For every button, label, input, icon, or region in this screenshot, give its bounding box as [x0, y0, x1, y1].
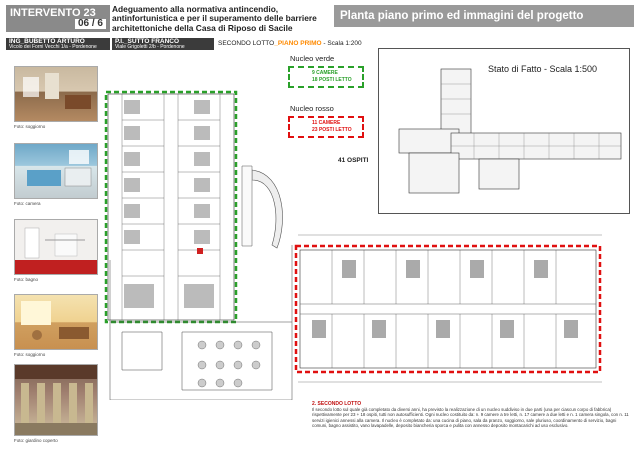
nucleo-rosso-camere: 11 CAMERE [312, 120, 341, 126]
lotto-prefix: SECONDO LOTTO [218, 40, 275, 47]
photo-camera [14, 143, 98, 199]
tower-verde [108, 94, 234, 320]
author-1-name: ING_BUBETTO ARTURO [9, 38, 85, 45]
author-2-name: P.I._SUTTO FRANCO [115, 38, 180, 45]
caption-5: Foto: giardino coperto [14, 438, 58, 443]
caption-4: Foto: soggiorno [14, 352, 46, 357]
lotto-highlight: _PIANO PRIMO [274, 40, 322, 47]
caption-3: Foto: bagno [14, 277, 39, 282]
caption-2: Foto: camera [14, 201, 41, 206]
photo-soggiorno-2 [14, 294, 98, 350]
wing-rosso [300, 250, 596, 368]
nucleo-verde-box [288, 66, 364, 88]
author-1-address: Vicolo dei Forni Vecchi 1/a - Pordenone [9, 44, 97, 50]
page-title: Planta piano primo ed immagini del progetto [334, 5, 634, 27]
author-1 [6, 38, 110, 50]
page-number: 06 / 6 [75, 19, 106, 29]
caption-1: Foto: soggiorno [14, 124, 46, 129]
intervento-badge [6, 5, 110, 32]
project-description: Adeguamento alla normativa antincendio, antinfortunistica e per il superamento delle barriere architettoniche della Casa di Riposo di Sacile [112, 4, 317, 33]
nucleo-rosso-posti: 23 POSTI LETTO [312, 127, 352, 133]
stato-di-fatto-title: Stato di Fatto - Scala 1:500 [488, 64, 598, 74]
lotto-scale: - Scala 1:200 [321, 40, 362, 47]
photo-soggiorno-1 [14, 66, 98, 122]
photo-bagno [14, 219, 98, 275]
nucleo-verde-camere: 9 CAMERE [312, 70, 338, 76]
author-2-address: Viale Grigoletti 2/b - Pordenone [115, 44, 185, 50]
lotto-title [218, 40, 362, 47]
ospiti-total: 41 OSPITI [338, 157, 369, 164]
notes-text: Il secondo lotto sul quale già completato da diversi anni, ha previsto la realizzazione di un nucleo suddiviso in due parti (una per ciascun corpo di fabbrica) rispettivamente per 23 + 18 ospiti, tutti non autosufficienti. Ogni nucleo costituito da: n. 9 camere a tre letti, n. 17 camere a due letti e n. 1 camera singola, con n. 11 servizi igienici annessi alla camera. Il nucleo è completato da: una cucina di piano, sala da pranzo, soggiorno, sale pluriuso, coordinamento di servizio, bagni comuni, bagno assistito, vano lavapadelle, deposito biancheria sporca e pulita con annesso deposito montacarichi ad uso esclusivo. [312, 407, 629, 428]
nucleo-verde-label: Nucleo verde [290, 54, 335, 63]
project-notes [312, 402, 632, 446]
nucleo-rosso-label: Nucleo rosso [290, 104, 334, 113]
nucleo-rosso-box [288, 116, 364, 138]
photo-giardino [14, 364, 98, 436]
notes-heading: 2. SECONDO LOTTO [312, 401, 362, 407]
intervento-label: INTERVENTO 23 [10, 7, 96, 19]
nucleo-verde-posti: 18 POSTI LETTO [312, 77, 352, 83]
author-2 [112, 38, 214, 50]
